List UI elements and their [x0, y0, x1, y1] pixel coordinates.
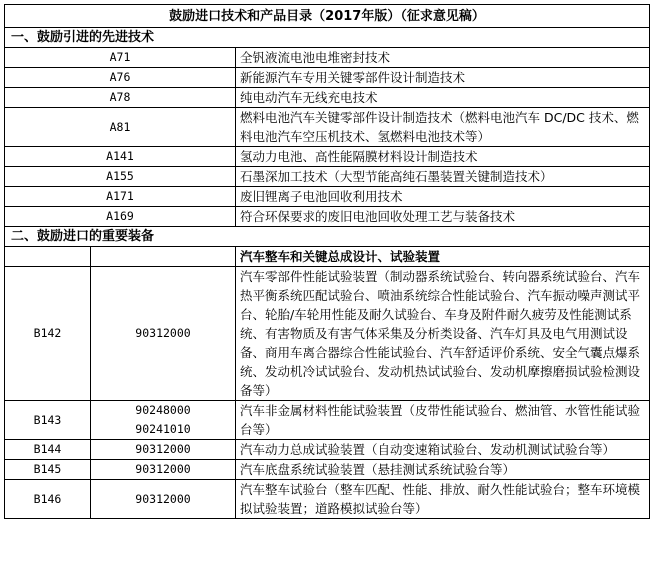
tech-name: 纯电动汽车无线充电技术 — [236, 88, 650, 108]
table-row — [5, 187, 650, 207]
hs-code-cell — [91, 440, 236, 460]
hs-code: 90248000 — [135, 403, 191, 417]
hs-code: 90312000 — [135, 442, 191, 456]
hs-code-cell — [91, 460, 236, 480]
table-row — [5, 460, 650, 480]
empty-cell — [5, 247, 91, 267]
table-row — [5, 88, 650, 108]
tech-name: 石墨深加工技术（大型节能高纯石墨装置关键制造技术） — [236, 167, 650, 187]
table-row — [5, 401, 650, 440]
hs-code-cell — [91, 480, 236, 519]
tech-name: 氢动力电池、高性能隔膜材料设计制造技术 — [236, 147, 650, 167]
table-row — [5, 267, 650, 401]
equipment-code: B145 — [5, 460, 91, 480]
equipment-name: 汽车底盘系统试验装置（悬挂测试系统试验台等） — [236, 460, 650, 480]
section-heading-equipment: 二、鼓励进口的重要装备 — [5, 227, 650, 247]
hs-code-cell — [91, 401, 236, 440]
table-row — [5, 440, 650, 460]
section-heading-technologies: 一、鼓励引进的先进技术 — [5, 28, 650, 48]
table-row — [5, 167, 650, 187]
table-row — [5, 147, 650, 167]
tech-name: 废旧锂离子电池回收利用技术 — [236, 187, 650, 207]
tech-code: A171 — [5, 187, 236, 207]
table-row — [5, 68, 650, 88]
tech-code: A76 — [5, 68, 236, 88]
equipment-code: B142 — [5, 267, 91, 401]
equipment-code: B144 — [5, 440, 91, 460]
tech-code: A155 — [5, 167, 236, 187]
hs-code-cell — [91, 267, 236, 401]
table-row — [5, 480, 650, 519]
equipment-subheading: 汽车整车和关键总成设计、试验装置 — [236, 247, 650, 267]
equipment-name: 汽车非金属材料性能试验装置（皮带性能试验台、燃油管、水管性能试验台等） — [236, 401, 650, 440]
equipment-name: 汽车整车试验台（整车匹配、性能、排放、耐久性能试验台；整车环境模拟试验装置；道路模拟试验台等） — [236, 480, 650, 519]
tech-name: 全钒液流电池电堆密封技术 — [236, 48, 650, 68]
tech-code: A81 — [5, 108, 236, 147]
tech-code: A71 — [5, 48, 236, 68]
tech-name: 燃料电池汽车关键零部件设计制造技术（燃料电池汽车 DC/DC 技术、燃料电池汽车空压机技术、氢燃料电池技术等） — [236, 108, 650, 147]
tech-code: A78 — [5, 88, 236, 108]
tech-code: A141 — [5, 147, 236, 167]
equipment-code: B146 — [5, 480, 91, 519]
hs-code: 90312000 — [135, 326, 191, 340]
hs-code: 90312000 — [135, 491, 191, 506]
tech-name: 符合环保要求的废旧电池回收处理工艺与装备技术 — [236, 207, 650, 227]
tech-code: A169 — [5, 207, 236, 227]
tech-name: 新能源汽车专用关键零部件设计制造技术 — [236, 68, 650, 88]
table-row — [5, 48, 650, 68]
hs-code: 90312000 — [135, 462, 191, 476]
equipment-name: 汽车零部件性能试验装置（制动器系统试验台、转向器系统试验台、汽车热平衡系统匹配试验台、喷油系统综合性能试验台、汽车振动噪声测试平台、轮胎/车轮用性能及耐久试验台、车身及附件耐久疲劳及性能测试系统、有害物质及有害气体采集及分析类设备、汽车灯具及电气用测试设备、商用车离合器综合性能试验台、汽车舒适评价系统、安全气囊点爆系统、发动机冷试试验台、发动机热试试验台、发动机摩擦磨损试验检测设备等） — [236, 267, 650, 401]
equipment-name: 汽车动力总成试验装置（自动变速箱试验台、发动机测试试验台等） — [236, 440, 650, 460]
document-title: 鼓励进口技术和产品目录（2017年版）（征求意见稿） — [5, 5, 650, 28]
hs-code: 90241010 — [135, 422, 191, 436]
table-row — [5, 108, 650, 147]
empty-cell — [91, 247, 236, 267]
catalog-table — [4, 4, 650, 519]
table-row — [5, 207, 650, 227]
equipment-code: B143 — [5, 401, 91, 440]
